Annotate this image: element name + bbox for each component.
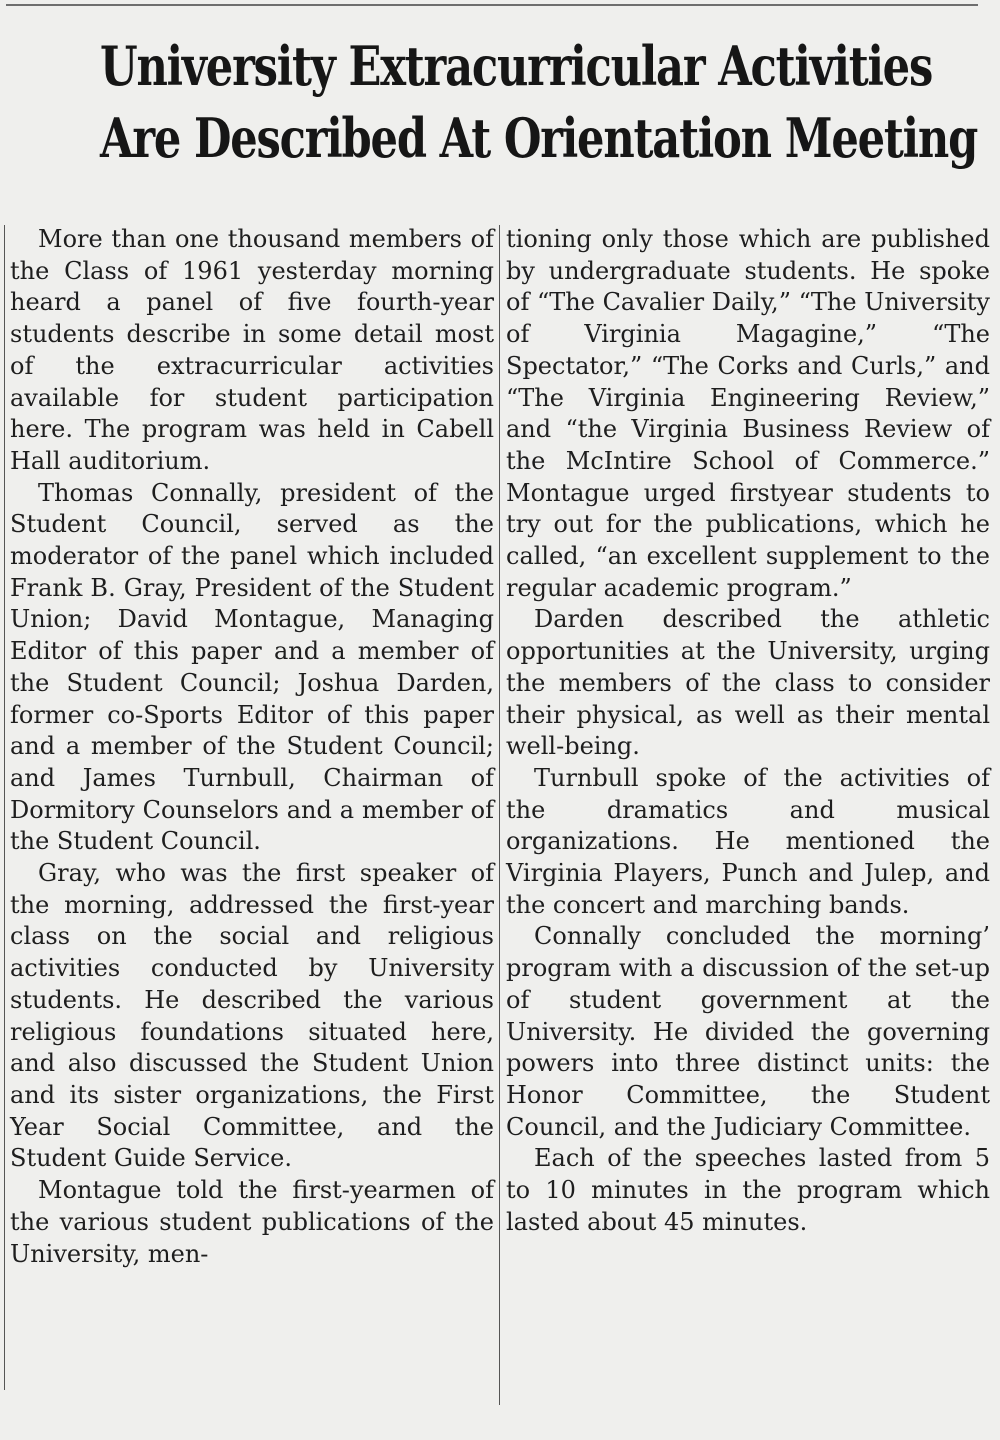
headline-line-2: Are Described At Orientation Meeting — [100, 106, 978, 170]
left-column — [10, 224, 494, 1270]
paragraph: Connally concluded the morning’ program with a discussion of the set-up of student government at the University. He divided the governing powers into three distinct units: the Honor Committee, the Student Council, and the Judiciary Committee. — [506, 922, 990, 1141]
top-rule — [6, 4, 978, 6]
paragraph: More than one thousand members of the Class of 1961 yesterday morning heard a panel of five fourth-year students describe in some detail most of the extracurricular activities available for student participation here. The program was held in Cabell Hall auditorium. — [10, 225, 494, 475]
paragraph: Montague told the first-yearmen of the various student publications of the University, men- — [10, 1176, 494, 1268]
paragraph: Gray, who was the first speaker of the morning, addressed the first-year class on the social and religious activities conducted by University students. He described the various religious foundations situated here, and also discussed the Student Union and its sister organizations, the First Year Social Committee, and the Student Guide Service. — [10, 859, 494, 1173]
headline-line-1: University Extracurricular Activities — [100, 34, 933, 98]
paragraph: Each of the speeches lasted from 5 to 10 minutes in the program which lasted about 45 minutes. — [506, 1144, 990, 1236]
left-border-rule — [4, 225, 5, 1390]
right-column — [506, 224, 990, 1239]
paragraph: Darden described the athletic opportunities at the University, urging the members of the class to consider their physical, as well as their mental well-being. — [506, 605, 990, 761]
column-divider — [499, 225, 500, 1405]
headline — [100, 30, 978, 174]
paragraph: Turnbull spoke of the activities of the dramatics and musical organizations. He mentioned the Virginia Players, Punch and Julep, and the concert and marching bands. — [506, 763, 990, 919]
paragraph-continued: tioning only those which are published by undergraduate students. He spoke of “The Cavalier Daily,” “The University of Virginia Magagine,” “The Spectator,” “The Corks and Curls,” and “The Virginia Engineering Review,” and “the Virginia Business Review of the McIntire School of Commerce.” Montague urged firstyear students to try out for the publications, which he called, “an excellent supplement to the regular academic program.” — [506, 225, 990, 602]
paragraph: Thomas Connally, president of the Student Council, served as the moderator of the panel which included Frank B. Gray, President of the Student Union; David Montague, Managing Editor of this paper and a member of the Student Council; Joshua Darden, former co-Sports Editor of this paper and a member of the Student Council; and James Turnbull, Chairman of Dormitory Counselors and a member of the Student Council. — [10, 478, 494, 856]
